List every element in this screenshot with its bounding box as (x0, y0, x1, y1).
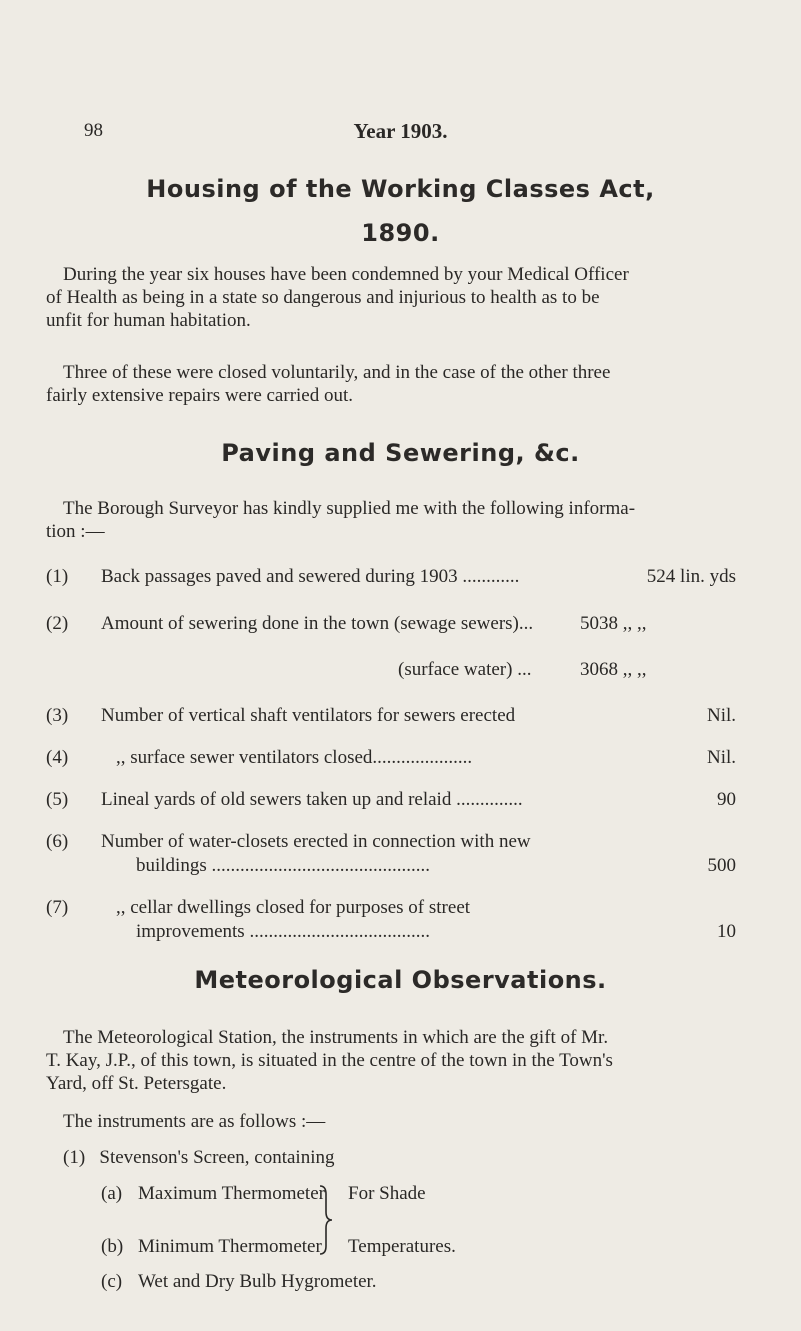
item-text: Number of water-closets erected in connection with new (101, 831, 531, 852)
meteo-para1-line3: Yard, off St. Petersgate. (46, 1073, 227, 1094)
housing-para2-line2: fairly extensive repairs were carried out. (46, 385, 354, 406)
meteo-para1-line2: T. Kay, J.P., of this town, is situated in the centre of the town in the Town's (46, 1050, 613, 1071)
item-text: ,, cellar dwellings closed for purposes of street (116, 897, 471, 918)
item-number: (7) (46, 897, 69, 918)
meteorological-heading: Meteorological Observations. (194, 966, 607, 994)
paving-intro-line1: The Borough Surveyor has kindly supplied me with the following informa- (63, 498, 636, 519)
item-value: 524 lin. yds (646, 566, 736, 587)
housing-heading-line2: 1890. (361, 219, 440, 247)
meteo-list-item1: (1) Stevenson's Screen, containing (63, 1147, 335, 1168)
item-text: Lineal yards of old sewers taken up and relaid .............. (101, 789, 523, 810)
sub-c-label: (c) (101, 1271, 123, 1292)
item-value: 500 (707, 855, 736, 876)
running-head: Year 1903. (353, 119, 448, 143)
item-value: 5038 ,, ,, (580, 613, 647, 634)
item-number: (1) (46, 566, 69, 587)
item-text-continued: buildings .............................................. (136, 855, 430, 876)
meteo-para1-line1: The Meteorological Station, the instruments in which are the gift of Mr. (63, 1027, 609, 1048)
housing-para1-line1: During the year six houses have been condemned by your Medical Officer (63, 264, 629, 285)
sub-a-label: (a) (101, 1183, 123, 1204)
item-text: Amount of sewering done in the town (sewage sewers)... (101, 613, 534, 634)
item-number: (3) (46, 705, 69, 726)
brace-text-temperatures: Temperatures. (348, 1236, 456, 1257)
sub-b-text: Minimum Thermometer (138, 1236, 322, 1257)
item-number: (5) (46, 789, 69, 810)
item-text: Back passages paved and sewered during 1903 ............ (101, 566, 520, 587)
housing-heading-line1: Housing of the Working Classes Act, (146, 175, 655, 203)
item-value: 10 (717, 921, 736, 942)
housing-para1-line2: of Health as being in a state so dangerous and injurious to health as to be (46, 287, 600, 308)
sub-b-label: (b) (101, 1236, 124, 1257)
item-number: (4) (46, 747, 69, 768)
item-number: (2) (46, 613, 69, 634)
item-number: (6) (46, 831, 69, 852)
item-text: Number of vertical shaft ventilators for sewers erected (101, 705, 516, 726)
item-text: ,, surface sewer ventilators closed..................... (116, 747, 473, 768)
item-value: 3068 ,, ,, (580, 659, 647, 680)
housing-para1-line3: unfit for human habitation. (46, 310, 251, 331)
item-value: 90 (717, 789, 736, 810)
sub-c-text: Wet and Dry Bulb Hygrometer. (138, 1271, 377, 1292)
brace-text-shade: For Shade (348, 1183, 426, 1204)
item-value: Nil. (706, 747, 736, 768)
item-value: Nil. (706, 705, 736, 726)
paving-heading: Paving and Sewering, &c. (221, 439, 580, 467)
housing-para2-line1: Three of these were closed voluntarily, and in the case of the other three (63, 362, 611, 383)
paving-intro-line2: tion :— (46, 521, 105, 542)
meteo-para2: The instruments are as follows :— (63, 1111, 326, 1132)
item-text-continued: improvements ...................................... (136, 921, 430, 942)
item-text: (surface water) ... (398, 659, 532, 680)
sub-a-text: Maximum Thermometer (138, 1183, 325, 1204)
page-number: 98 (84, 120, 103, 141)
